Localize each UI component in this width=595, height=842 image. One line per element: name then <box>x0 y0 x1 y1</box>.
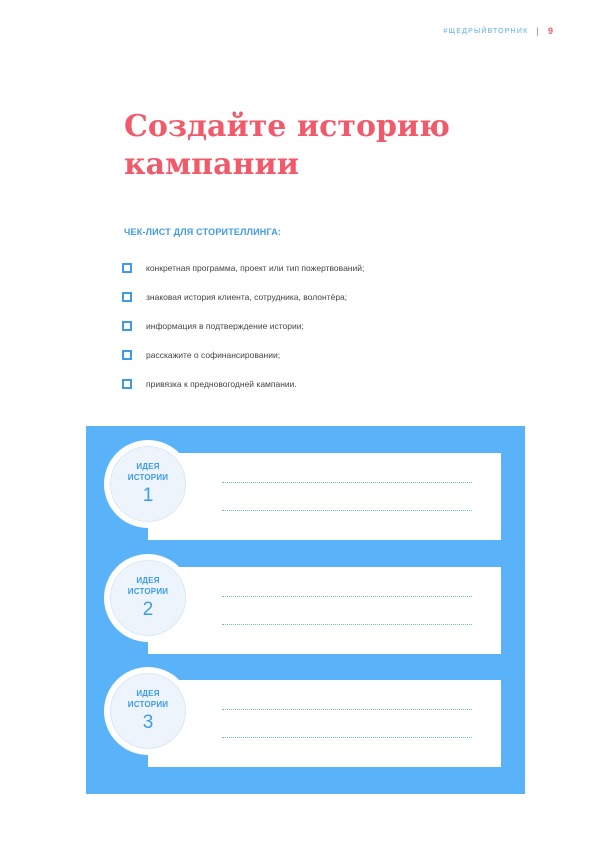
idea-badge <box>104 440 192 528</box>
checklist-item-text: расскажите о софинансировании; <box>146 349 281 360</box>
checkbox[interactable] <box>122 292 132 302</box>
checklist-item-text: привязка к предновогодней кампании. <box>146 378 297 389</box>
checklist-item <box>122 311 364 340</box>
write-line[interactable] <box>222 596 472 597</box>
checklist-item <box>122 340 364 369</box>
checkbox[interactable] <box>122 321 132 331</box>
publication-name: #ЩЕДРЫЙВТОРНИК <box>443 27 529 35</box>
write-line[interactable] <box>222 737 472 738</box>
idea-badge <box>104 667 192 755</box>
idea-badge <box>104 554 192 642</box>
checkbox[interactable] <box>122 263 132 273</box>
checklist-item <box>122 369 364 398</box>
idea-card <box>127 567 501 654</box>
checklist-heading: ЧЕК-ЛИСТ ДЛЯ СТОРИТЕЛЛИНГА: <box>124 227 282 237</box>
checkbox[interactable] <box>122 350 132 360</box>
idea-number: 2 <box>142 598 154 620</box>
write-line[interactable] <box>222 709 472 710</box>
page-number: 9 <box>547 26 553 36</box>
idea-label: ИДЕЯ ИСТОРИИ <box>127 461 169 482</box>
page-title: Создайте историю кампании <box>124 109 450 182</box>
idea-number: 1 <box>142 484 154 506</box>
checkbox[interactable] <box>122 379 132 389</box>
idea-card <box>127 453 501 540</box>
write-line[interactable] <box>222 482 472 483</box>
checklist-item <box>122 253 364 282</box>
checklist <box>122 253 364 398</box>
checklist-item-text: конкретная программа, проект или тип пожертвований; <box>146 262 365 273</box>
checklist-item-text: информация в подтверждение истории; <box>146 320 304 331</box>
idea-number: 3 <box>142 711 154 733</box>
checklist-item-text: знаковая история клиента, сотрудника, волонтёра; <box>146 291 348 302</box>
idea-card <box>127 680 501 767</box>
header-separator: | <box>536 26 540 36</box>
write-line[interactable] <box>222 510 472 511</box>
page-header <box>443 26 553 36</box>
idea-label: ИДЕЯ ИСТОРИИ <box>127 575 169 596</box>
idea-label: ИДЕЯ ИСТОРИИ <box>127 688 169 709</box>
checklist-item <box>122 282 364 311</box>
ideas-panel <box>86 426 525 794</box>
write-line[interactable] <box>222 624 472 625</box>
